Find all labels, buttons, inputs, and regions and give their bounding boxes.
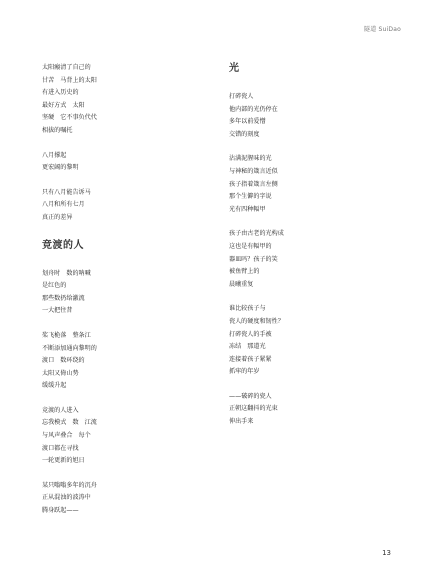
left-column — [42, 62, 192, 530]
poem-line: 有进入历史的 — [42, 89, 79, 97]
poem-line: 谁比较孩子与 — [229, 305, 266, 313]
poem-line: 真正的差异 — [42, 213, 73, 221]
poem-line: 与风声叠合 每个 — [42, 432, 91, 440]
poem-line: 光有四种幅甲 — [229, 205, 266, 213]
stanza — [42, 330, 192, 393]
stanza — [229, 228, 379, 291]
poem-line: 伸出手来 — [229, 418, 254, 426]
poem-line: 坚硬 它不事负代代 — [42, 114, 97, 122]
poem-line: 八月和所有七月 — [42, 201, 85, 209]
poem-line: 一大把往昔 — [42, 307, 73, 315]
page-number: 13 — [382, 549, 391, 557]
poem-line: 八月撑起 — [42, 151, 67, 159]
stanza — [229, 91, 379, 141]
poem-line: 只有八月能告诉马 — [42, 188, 91, 196]
poem-line: 桨飞桅落 整条江 — [42, 331, 91, 339]
stanza — [42, 480, 192, 518]
poem-line: 正从混浊的波涛中 — [42, 494, 91, 502]
stanza — [42, 62, 192, 138]
poem-line: 是红色的 — [42, 282, 67, 290]
poem-line: 他内部的光仍停在 — [229, 105, 278, 113]
poem-line: 更宏阔的黎明 — [42, 164, 79, 172]
stanza — [42, 405, 192, 468]
poem-line: 竞渡的人进入 — [42, 406, 79, 414]
poem-line: ——破碎的瓷人 — [229, 392, 272, 400]
poem-line: 多年以前爱憎 — [229, 118, 266, 126]
poem-line: 这也是有幅甲的 — [229, 242, 272, 250]
right-column — [229, 62, 379, 441]
poem-line: 腾身跃起—— — [42, 507, 79, 515]
poem-line: 那个生僻的字说 — [229, 193, 272, 201]
running-header: 隧道 SuiDao — [364, 26, 401, 33]
stanza — [229, 303, 379, 379]
poem-line: 一轮更新的旭日 — [42, 457, 85, 465]
poem-line: 冻结 那道光 — [229, 343, 266, 351]
poem-line: 正朝这翻抖的光束 — [229, 405, 278, 413]
poem-line: 那些数扔给激流 — [42, 294, 85, 302]
poem-line: 抓牢的年岁 — [229, 368, 260, 376]
poem-line: 相拔的嘱托 — [42, 126, 73, 134]
poem-jingdu-body — [42, 268, 192, 518]
poem-line: 某只嗡嗡多年的沉舟 — [42, 481, 97, 489]
poem-line: 不断添加通向黎明的 — [42, 344, 97, 352]
poem-line: 沾满泥腥味的光 — [229, 155, 272, 163]
stanza — [42, 187, 192, 225]
poem-title-guang: 光 — [229, 63, 240, 74]
poem-line: 被鱼臂上的 — [229, 268, 260, 276]
poem-line: 划舟时 数的呐喊 — [42, 269, 91, 277]
poem-line: 晨曦重复 — [229, 280, 254, 288]
poem-line: 甘苦 马背上的太阳 — [42, 76, 97, 84]
stanza — [229, 391, 379, 429]
poem-line: 孩子由古老的光构成 — [229, 230, 284, 238]
poem-line: 渡口 数环绕的 — [42, 357, 85, 365]
poem-line: 瓷人的硬度和韧性？ — [229, 317, 284, 325]
poem-line: 打碎瓷人 — [229, 93, 254, 100]
stanza — [42, 268, 192, 318]
poem-line: 连接着孩子紧紧 — [229, 355, 272, 363]
poem-guang-body — [229, 91, 379, 429]
poem-line: 缓缓升起 — [42, 382, 67, 390]
stanza — [42, 150, 192, 175]
poem-line: 器皿吗？孩子的笑 — [229, 255, 278, 263]
poem-line: 太阳瘢清了自己的 — [42, 64, 91, 71]
poem-line: 孩子指着箴言左侧 — [229, 180, 278, 188]
poem-untitled — [42, 62, 192, 225]
poem-title-jingdu: 竞渡的人 — [42, 239, 84, 251]
poem-line: 渡口都在寻找 — [42, 444, 79, 452]
poem-line: 太阳又倚山势 — [42, 369, 79, 377]
stanza — [229, 153, 379, 216]
poem-line: 与神秘的箴言近似 — [229, 167, 278, 175]
poem-line: 打碎瓷人的手被 — [229, 330, 272, 338]
poem-line: 最好方式 太阳 — [42, 101, 85, 109]
poem-line: 交错的刻度 — [229, 130, 260, 138]
poem-line: 忘我模式 数 江流 — [42, 419, 97, 427]
